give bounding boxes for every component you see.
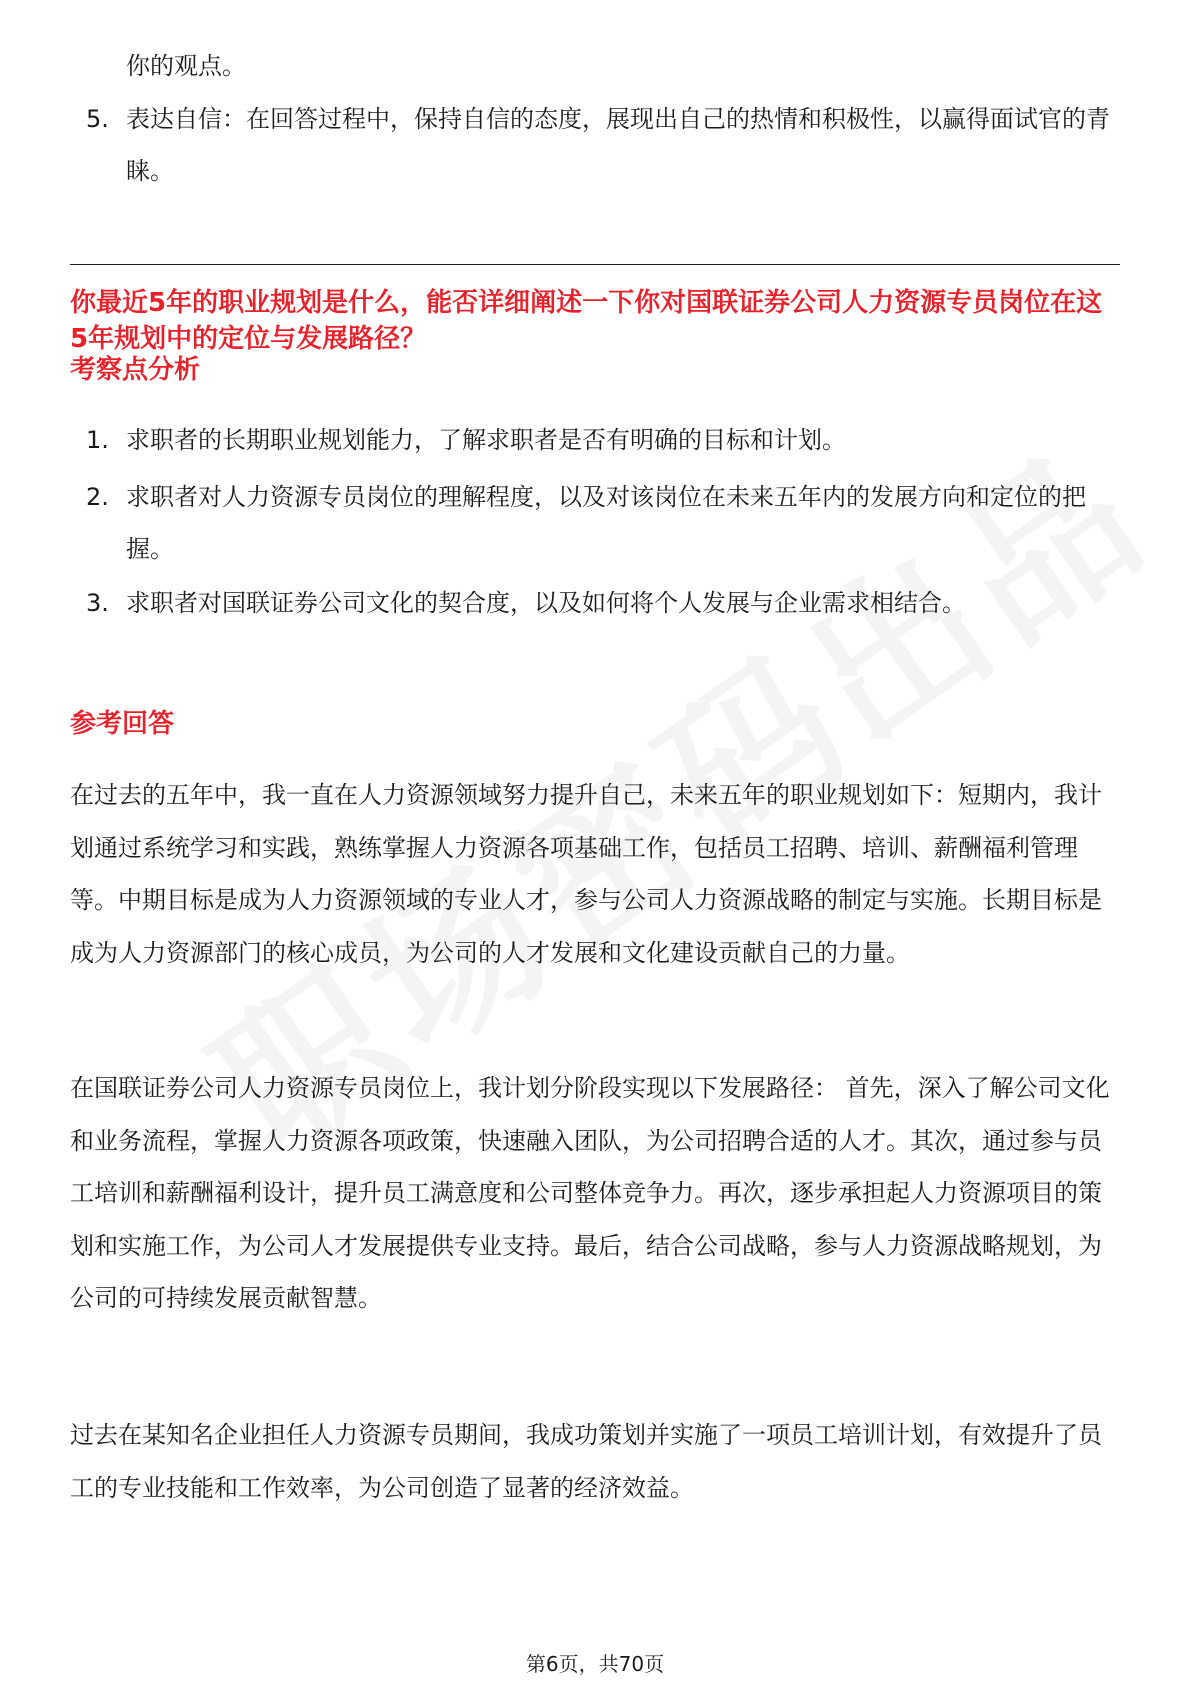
list-item bbox=[70, 577, 1120, 629]
list-text: 求职者的长期职业规划能力，了解求职者是否有明确的目标和计划。 bbox=[126, 426, 846, 454]
prev-item-continuation: 你的观点。 bbox=[126, 52, 246, 80]
page-number-footer: 第6页，共70页 bbox=[525, 1652, 665, 1676]
question-title: 你最近5年的职业规划是什么，能否详细阐述一下你对国联证券公司人力资源专员岗位在这5年规划中的定位与发展路径？ bbox=[70, 288, 1103, 354]
list-text: 表达自信：在回答过程中，保持自信的态度，展现出自己的热情和积极性，以赢得面试官的青睐。 bbox=[126, 105, 1110, 185]
list-item bbox=[70, 414, 1120, 466]
answer-heading: 参考回答 bbox=[70, 709, 175, 739]
section-divider bbox=[70, 264, 1120, 265]
answer-paragraph: 在过去的五年中，我一直在人力资源领域努力提升自己，未来五年的职业规划如下：短期内，我计划通过系统学习和实践，熟练掌握人力资源各项基础工作，包括员工招聘、培训、薪酬福利管理等。中期目标是成为人力资源领域的专业人才，参与公司人力资源战略的制定与实施。长期目标是成为人力资源部门的核心成员，为公司的人才发展和文化建设贡献自己的力量。 bbox=[70, 781, 1102, 967]
list-number: 5. bbox=[86, 105, 109, 133]
list-item bbox=[70, 93, 1120, 197]
list-number: 3. bbox=[86, 589, 109, 617]
answer-paragraph: 在国联证券公司人力资源专员岗位上，我计划分阶段实现以下发展路径： 首先，深入了解公司文化和业务流程，掌握人力资源各项政策，快速融入团队，为公司招聘合适的人才。其次，通过参与员工培训和薪酬福利设计，提升员工满意度和公司整体竞争力。再次，逐步承担起人力资源项目的策划和实施工作，为公司人才发展提供专业支持。最后，结合公司战略，参与人力资源战略规划，为公司的可持续发展贡献智慧。 bbox=[70, 1074, 1110, 1312]
list-number: 2. bbox=[86, 483, 109, 511]
analysis-heading: 考察点分析 bbox=[70, 355, 201, 385]
list-text: 求职者对国联证券公司文化的契合度，以及如何将个人发展与企业需求相结合。 bbox=[126, 589, 966, 617]
list-number: 1. bbox=[86, 426, 109, 454]
answer-paragraph: 过去在某知名企业担任人力资源专员期间，我成功策划并实施了一项员工培训计划，有效提升了员工的专业技能和工作效率，为公司创造了显著的经济效益。 bbox=[70, 1421, 1102, 1502]
list-text: 求职者对人力资源专员岗位的理解程度，以及对该岗位在未来五年内的发展方向和定位的把握。 bbox=[126, 483, 1086, 563]
list-item bbox=[70, 471, 1120, 575]
